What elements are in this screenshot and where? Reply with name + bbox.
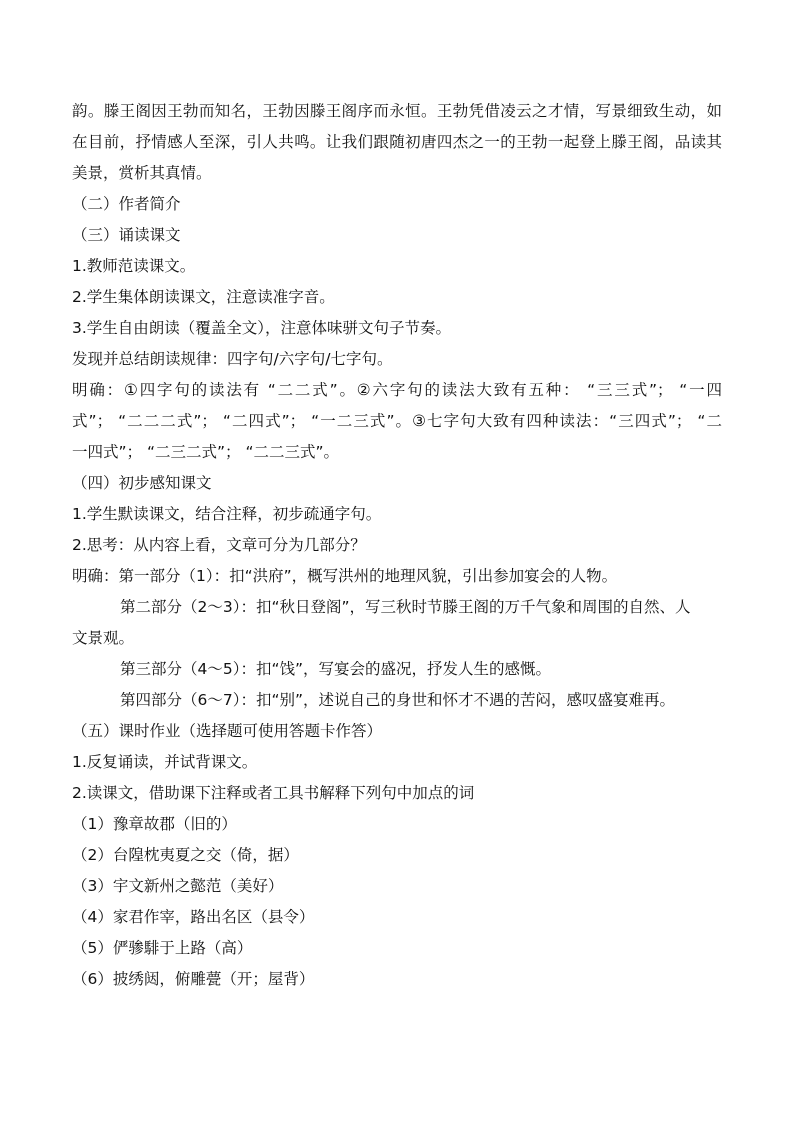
text-line: 明确：第一部分（1）：扣“洪府”，概写洪州的地理风貌，引出参加宴会的人物。 — [72, 567, 618, 585]
text-line: 在目前，抒情感人至深，引人共鸣。让我们跟随初唐四杰之一的王勃一起登上滕王阁，品读其 — [72, 133, 722, 151]
text-line: 2.思考：从内容上看，文章可分为几部分？ — [72, 536, 366, 554]
section-heading: （四）初步感知课文 — [72, 474, 212, 492]
text-line: 第三部分（4～5）：扣“饯”，写宴会的盛况，抒发人生的感慨。 — [120, 660, 552, 678]
text-line: 第二部分（2～3）：扣“秋日登阁”，写三秋时节滕王阁的万千气象和周围的自然、人 — [120, 598, 691, 616]
text-line: 式”； “二二二式”； “二四式”； “一二三式”。③七字句大致有四种读法：“三四式”； “二 — [72, 412, 723, 430]
document-body — [72, 96, 722, 995]
text-line: 1.学生默读课文，结合注释，初步疏通字句。 — [72, 505, 382, 523]
text-line: 第四部分（6～7）：扣“别”，述说自己的身世和怀才不遇的苦闷，感叹盛宴难再。 — [120, 691, 676, 709]
section-heading: （三）诵读课文 — [72, 226, 181, 244]
section-heading: （五）课时作业（选择题可使用答题卡作答） — [72, 722, 383, 740]
list-item: （2）台隍枕夷夏之交（倚，据） — [72, 846, 299, 864]
text-line: 1.反复诵读，并试背课文。 — [72, 753, 258, 771]
text-line: 韵。滕王阁因王勃而知名，王勃因滕王阁序而永恒。王勃凭借凌云之才情，写景细致生动，如 — [72, 102, 722, 120]
text-line: 明确：①四字句的读法有 “二二式”。②六字句的读法大致有五种： “三三式”； “一四 — [72, 381, 722, 399]
text-line: 美景，赏析其真情。 — [72, 164, 212, 182]
list-item: （5）俨骖騑于上路（高） — [72, 939, 253, 957]
list-item: （1）豫章故郡（旧的） — [72, 815, 237, 833]
text-line: 一四式”； “二三二式”； “二二三式”。 — [72, 443, 340, 461]
text-line: 发现并总结朗读规律：四字句/六字句/七字句。 — [72, 350, 393, 368]
text-line: 2.学生集体朗读课文，注意读准字音。 — [72, 288, 335, 306]
list-item: （4）家君作宰，路出名区（县令） — [72, 908, 315, 926]
list-item: （3）宇文新州之懿范（美好） — [72, 877, 284, 895]
section-heading: （二）作者简介 — [72, 195, 181, 213]
text-line: 2.读课文，借助课下注释或者工具书解释下列句中加点的词 — [72, 784, 475, 802]
text-line: 文景观。 — [72, 629, 135, 647]
list-item: （6）披绣闼，俯雕甍（开；屋背） — [72, 970, 315, 988]
text-line: 3.学生自由朗读（覆盖全文），注意体味骈文句子节奏。 — [72, 319, 452, 337]
text-line: 1.教师范读课文。 — [72, 257, 196, 275]
